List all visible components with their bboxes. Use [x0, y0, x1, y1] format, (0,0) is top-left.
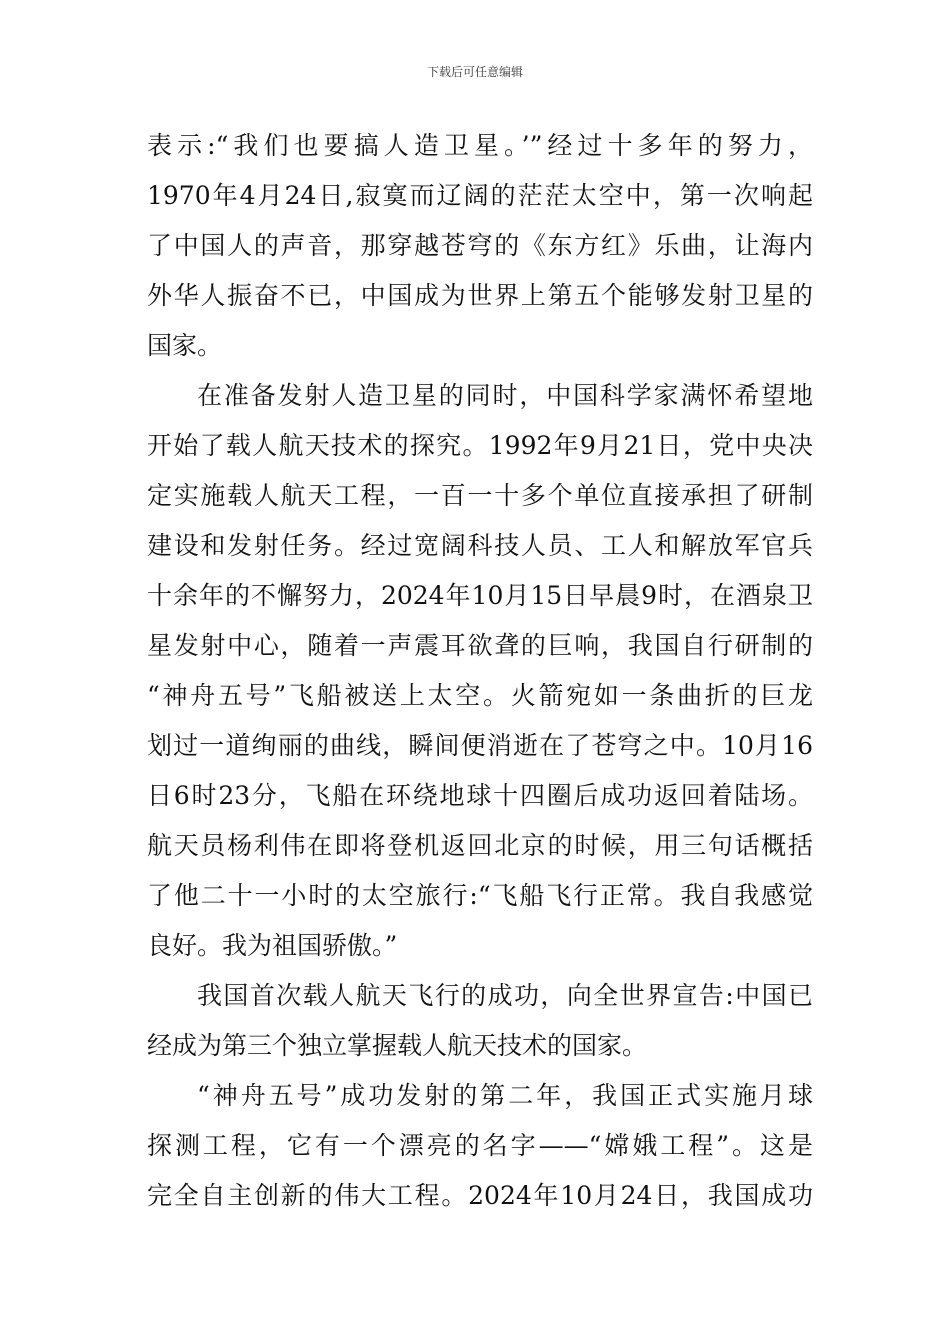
text-line: 了他二十一小时的太空旅行:“飞船飞行正常。我自我感觉 [147, 881, 813, 910]
text-line: 1970年4月24日,寂寞而辽阔的茫茫太空中，第一次响起 [147, 181, 813, 210]
page-header: 下载后可任意编辑 [426, 65, 523, 79]
text-line: 我国首次载人航天飞行的成功，向全世界宣告:中国已 [197, 981, 813, 1010]
text-line: 外华人振奋不已，中国成为世界上第五个能够发射卫星的 [147, 281, 813, 310]
text-line: 划过一道绚丽的曲线，瞬间便消逝在了苍穹之中。10月16 [147, 731, 813, 760]
text-line: 国家。 [147, 331, 223, 360]
text-line: 表示:“我们也要搞人造卫星。’”经过十多年的努力， [147, 131, 813, 160]
text-line: 日6时23分，飞船在环绕地球十四圈后成功返回着陆场。 [147, 781, 813, 810]
text-line: 在准备发射人造卫星的同时，中国科学家满怀希望地 [197, 381, 813, 410]
text-line: 十余年的不懈努力，2024年10月15日早晨9时，在酒泉卫 [147, 581, 813, 610]
text-line: 航天员杨利伟在即将登机返回北京的时候，用三句话概括 [147, 831, 813, 860]
text-line: 良好。我为祖国骄傲。” [147, 931, 398, 960]
text-line: 经成为第三个独立掌握载人航天技术的国家。 [147, 1031, 648, 1060]
text-line: 了中国人的声音，那穿越苍穹的《东方红》乐曲，让海内 [147, 231, 813, 260]
text-line: 完全自主创新的伟大工程。2024年10月24日，我国成功 [147, 1181, 813, 1210]
text-line: “神舟五号”飞船被送上太空。火箭宛如一条曲折的巨龙 [147, 681, 813, 710]
text-line: “神舟五号”成功发射的第二年，我国正式实施月球 [197, 1081, 813, 1110]
text-line: 星发射中心，随着一声震耳欲聋的巨响，我国自行研制的 [147, 631, 813, 660]
document-body [147, 121, 813, 1221]
text-line: 探测工程，它有一个漂亮的名字——“嫦娥工程”。这是 [147, 1131, 813, 1160]
text-line: 定实施载人航天工程，一百一十多个单位直接承担了研制 [147, 481, 813, 510]
text-line: 建设和发射任务。经过宽阔科技人员、工人和解放军官兵 [147, 531, 813, 560]
text-line: 开始了载人航天技术的探究。1992年9月21日，党中央决 [147, 431, 813, 460]
